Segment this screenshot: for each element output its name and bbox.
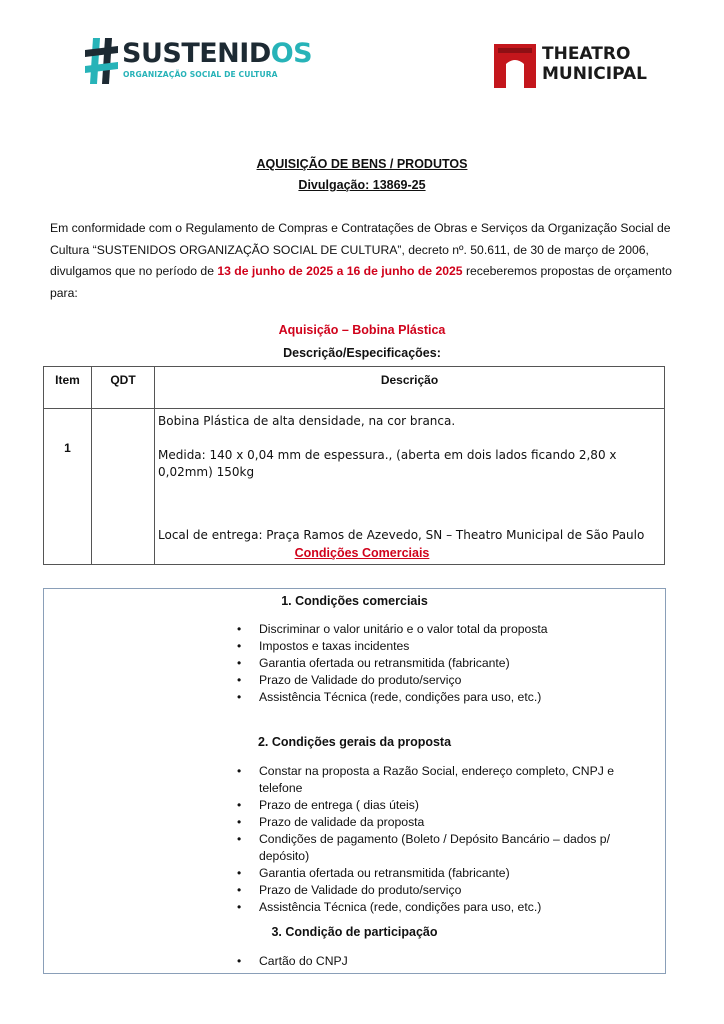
sustenidos-logo: [84, 36, 313, 88]
qdt-cell: [92, 409, 155, 565]
header-descricao: Descrição: [155, 367, 665, 409]
description-cell: [155, 409, 665, 565]
table-header-row: [44, 367, 665, 409]
item-number: 1: [44, 409, 92, 565]
list-item: • Prazo de Validade do produto/serviço: [237, 883, 462, 897]
specifications-heading: Descrição/Especificações:: [283, 346, 441, 360]
specifications-table: [43, 366, 665, 565]
list-item: • Garantia ofertada ou retransmitida (fabricante): [237, 866, 510, 880]
sustenidos-wordmark: SUSTENIDOS: [122, 38, 313, 69]
list-item: • Assistência Técnica (rede, condições para uso, etc.): [237, 900, 542, 914]
sustenidos-subtitle: ORGANIZAÇÃO SOCIAL DE CULTURA: [123, 70, 278, 79]
theatro-wordmark: THEATRO MUNICIPAL: [542, 44, 647, 84]
hashtag-logo-icon: [84, 36, 120, 86]
section-heading-general: 2. Condições gerais da proposta: [257, 735, 452, 749]
participation-list: [44, 953, 649, 970]
list-item: • Condições de pagamento (Boleto / Depósito Bancário – dados p/ depósito): [237, 832, 610, 863]
acquisition-title: Aquisição – Bobina Plástica: [278, 323, 446, 337]
section-heading-participation: 3. Condição de participação: [271, 925, 438, 939]
list-item: • Impostos e taxas incidentes: [237, 639, 410, 653]
theatro-municipal-logo: [494, 42, 659, 88]
measure-line: Medida: 140 x 0,04 mm de espessura., (aberta em dois lados ficando 2,80 x 0,02mm) 150kg: [158, 448, 617, 479]
general-list: [44, 763, 649, 916]
document-title: AQUISIÇÃO DE BENS / PRODUTOS: [256, 157, 468, 171]
commercial-conditions-title: Condições Comerciais: [294, 546, 430, 560]
list-item: • Prazo de entrega ( dias úteis): [237, 798, 419, 812]
period-highlight: 13 de junho de 2025 a 16 de junho de 2025: [217, 264, 463, 278]
theatro-curtain-icon: [494, 44, 536, 88]
header-item: Item: [44, 367, 92, 409]
description-line: Bobina Plástica de alta densidade, na cor branca.: [158, 414, 456, 428]
list-item: • Prazo de Validade do produto/serviço: [237, 673, 462, 687]
list-item: • Prazo de validade da proposta: [237, 815, 425, 829]
intro-paragraph: Em conformidade com o Regulamento de Compras e Contratações de Obras e Serviços da Organização Social de Cultura “SUSTENIDOS ORGANIZAÇÃO SOCIAL DE CULTURA”, decreto nº. 50.611, de 30 de março de 2006, divulgamos que no período de 13 de junho de 2025 a 16 de junho de 2025 receberemos propostas de orçamento para:: [50, 221, 672, 300]
commercial-list: [44, 621, 649, 706]
conditions-box: [43, 588, 666, 974]
list-item: • Constar na proposta a Razão Social, endereço completo, CNPJ e telefone: [237, 764, 614, 795]
list-item: • Assistência Técnica (rede, condições para uso, etc.): [237, 690, 542, 704]
section-heading-commercial: 1. Condições comerciais: [281, 594, 428, 608]
list-item: • Cartão do CNPJ: [237, 954, 348, 968]
list-item: • Discriminar o valor unitário e o valor total da proposta: [237, 622, 548, 636]
divulgacao-number: Divulgação: 13869-25: [298, 178, 426, 192]
table-row: [44, 409, 665, 565]
header-qdt: QDT: [92, 367, 155, 409]
list-item: • Garantia ofertada ou retransmitida (fabricante): [237, 656, 510, 670]
delivery-location-line: Local de entrega: Praça Ramos de Azevedo, SN – Theatro Municipal de São Paulo: [158, 528, 645, 542]
